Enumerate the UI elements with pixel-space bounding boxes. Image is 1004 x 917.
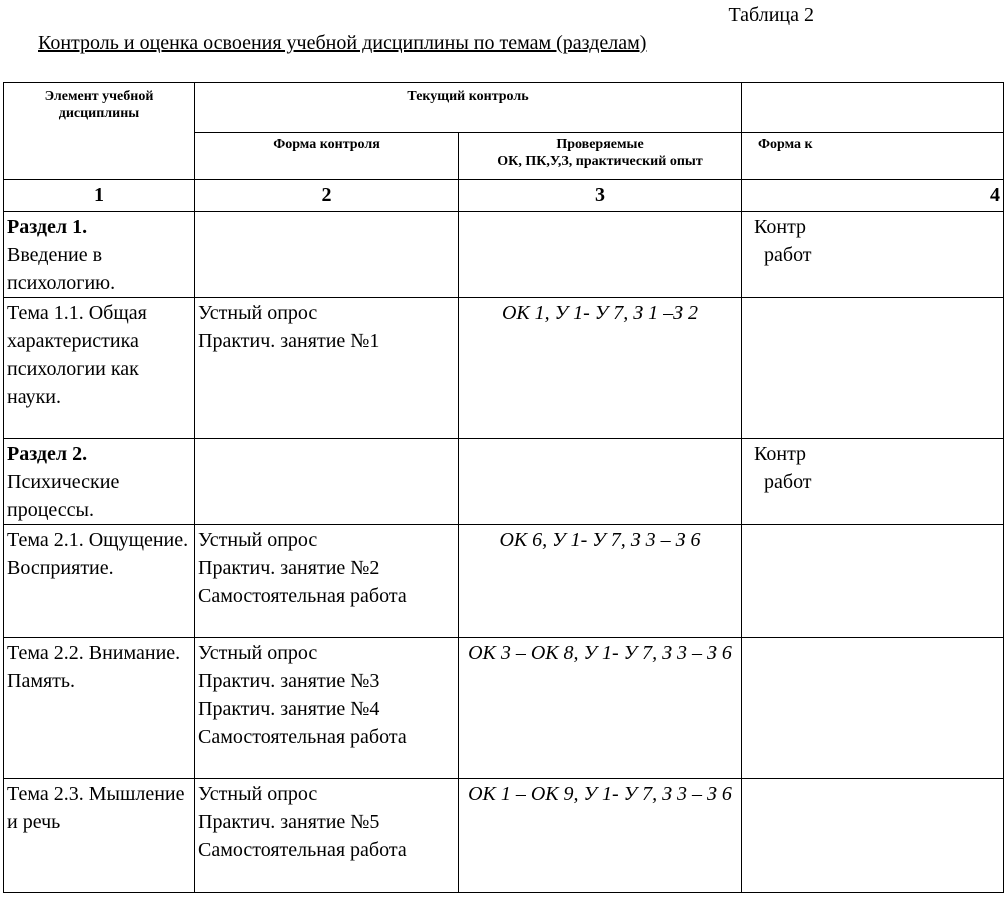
col-number-3: 3	[459, 180, 742, 212]
header-form-partial: Форма к	[742, 133, 1004, 180]
form-item: Устный опрос	[198, 529, 318, 551]
row-competencies: ОК 1 – ОК 9, У 1- У 7, З 3 – З 6	[459, 779, 742, 893]
table-row	[4, 638, 1004, 779]
row-form	[195, 298, 459, 439]
header-checked	[459, 133, 742, 180]
row-competencies: ОК 3 – ОК 8, У 1- У 7, З 3 – З 6	[459, 638, 742, 779]
header-form-control: Форма контроля	[195, 133, 459, 180]
row-element	[4, 439, 195, 525]
header-checked-line1: Проверяемые	[556, 137, 644, 152]
col-number-2: 2	[195, 180, 459, 212]
row-final-form	[742, 298, 1004, 439]
form-item: Устный опрос	[198, 302, 318, 324]
row-element: Тема 2.1. Ощущение. Восприятие.	[4, 525, 195, 638]
row-final-form	[742, 638, 1004, 779]
col-number-4: 4	[742, 180, 1004, 212]
row-final-form	[742, 439, 1004, 525]
section-text: Введение в психологию.	[7, 244, 116, 294]
form-item: Практич. занятие №5	[198, 811, 380, 833]
table-row	[4, 212, 1004, 298]
form-item: Практич. занятие №2	[198, 557, 380, 579]
form-item: Самостоятельная работа	[198, 585, 407, 607]
final-form-line: Контр	[754, 443, 807, 465]
row-element: Тема 2.2. Внимание. Память.	[4, 638, 195, 779]
form-item: Практич. занятие №1	[198, 330, 380, 352]
assessment-table	[3, 82, 1004, 893]
row-competencies	[459, 439, 742, 525]
form-item: Практич. занятие №4	[198, 698, 380, 720]
row-form	[195, 525, 459, 638]
table-row	[4, 439, 1004, 525]
form-item: Самостоятельная работа	[198, 726, 407, 748]
section-title: Раздел 2.	[7, 443, 88, 465]
final-form-line: Контр	[754, 216, 807, 238]
row-competencies: ОК 6, У 1- У 7, З 3 – З 6	[459, 525, 742, 638]
row-element: Тема 2.3. Мышление и речь	[4, 779, 195, 893]
section-title: Раздел 1.	[7, 216, 88, 238]
row-form	[195, 638, 459, 779]
final-form-line: работ	[764, 244, 812, 266]
row-final-form	[742, 525, 1004, 638]
header-current-control: Текущий контроль	[195, 83, 742, 133]
header-row-top	[4, 83, 1004, 133]
table-row	[4, 525, 1004, 638]
row-final-form	[742, 212, 1004, 298]
row-final-form	[742, 779, 1004, 893]
table-row	[4, 298, 1004, 439]
row-form	[195, 212, 459, 298]
form-item: Практич. занятие №3	[198, 670, 380, 692]
form-item: Устный опрос	[198, 783, 318, 805]
section-text: Психические процессы.	[7, 471, 120, 521]
final-form-line: работ	[764, 471, 812, 493]
header-blank	[742, 83, 1004, 133]
row-competencies: ОК 1, У 1- У 7, З 1 –З 2	[459, 298, 742, 439]
row-element: Тема 1.1. Общая характеристика психологии как науки.	[4, 298, 195, 439]
document-title: Контроль и оценка освоения учебной дисциплины по темам (разделам)	[38, 32, 647, 54]
form-item: Самостоятельная работа	[198, 839, 407, 861]
row-form	[195, 779, 459, 893]
col-number-1: 1	[4, 180, 195, 212]
number-row	[4, 180, 1004, 212]
row-form	[195, 439, 459, 525]
header-element: Элемент учебной дисциплины	[4, 83, 195, 180]
table-number-label: Таблица 2	[728, 4, 814, 26]
table-row	[4, 779, 1004, 893]
row-element	[4, 212, 195, 298]
row-competencies	[459, 212, 742, 298]
header-checked-line2: ОК, ПК,У,З, практический опыт	[497, 154, 703, 169]
form-item: Устный опрос	[198, 642, 318, 664]
